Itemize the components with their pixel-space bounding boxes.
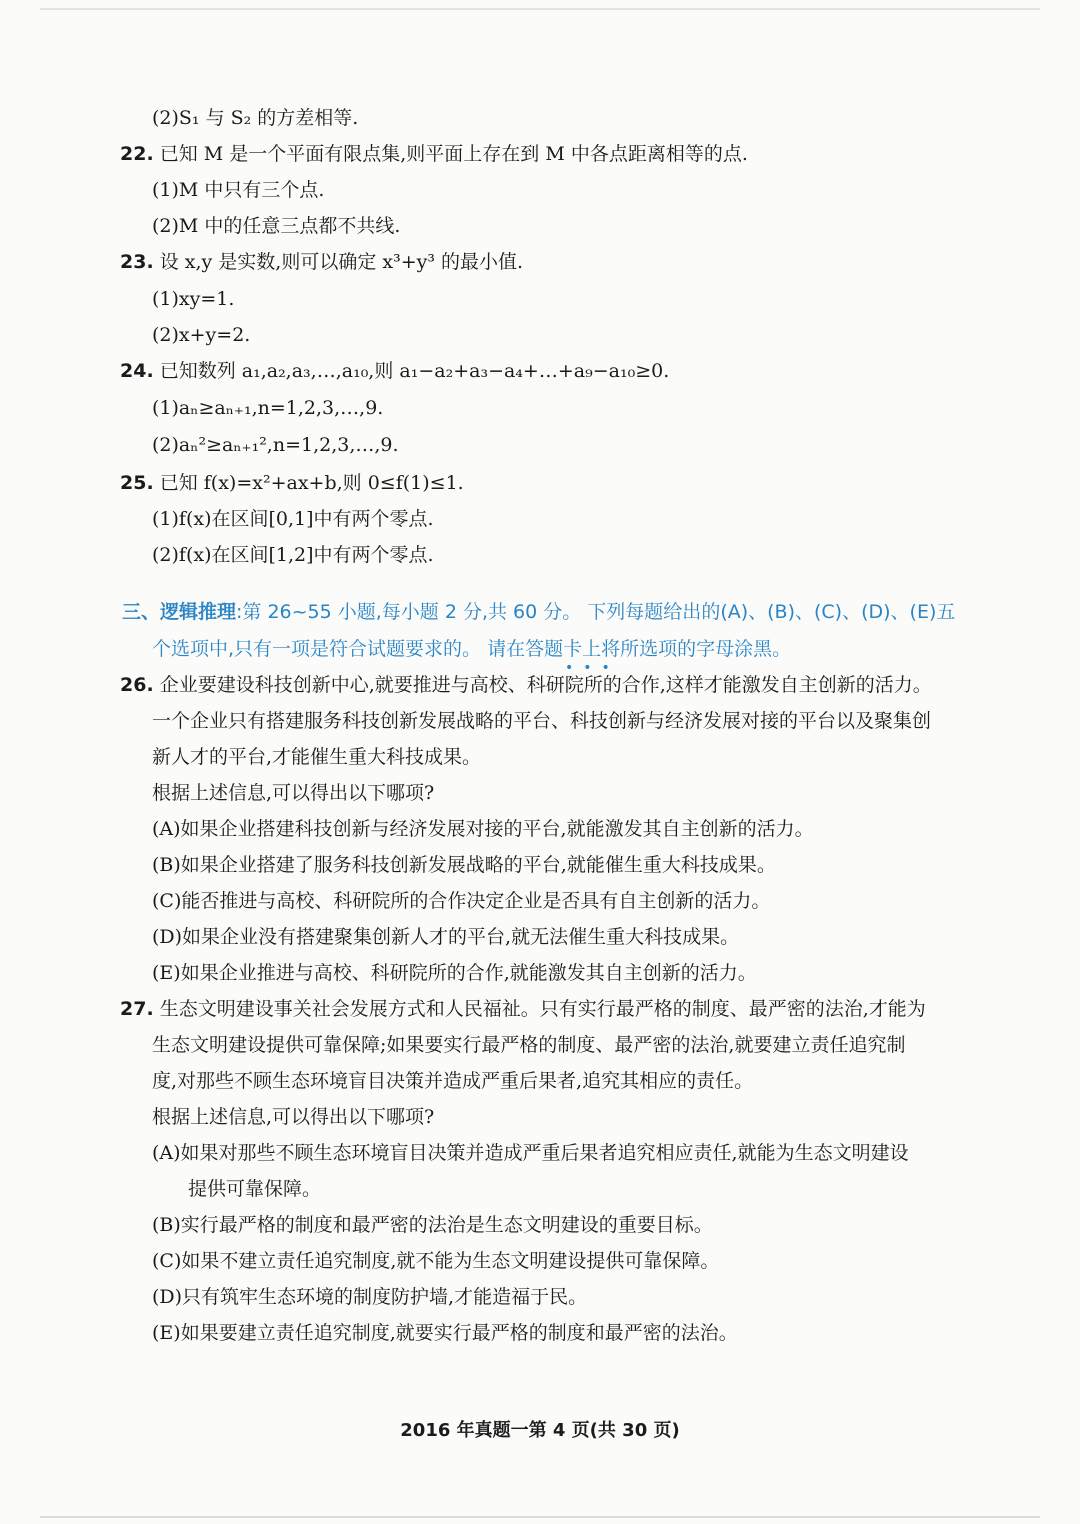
q27-option-b: (B)实行最严格的制度和最严密的法治是生态文明建设的重要目标。 [152,1214,713,1236]
q27-stem-2: 生态文明建设提供可靠保障;如果要实行最严格的制度、最严密的法治,就要建立责任追究制 [152,1034,906,1056]
q27-option-d: (D)只有筑牢生态环境的制度防护墙,才能造福于民。 [152,1286,588,1308]
q25-stem [120,471,464,495]
q23-stem [120,250,523,274]
q25-text: 已知 f(x)=x²+ax+b,则 0≤f(1)≤1. [159,472,464,494]
q26-option-b: (B)如果企业搭建了服务科技创新发展战略的平台,就能催生重大科技成果。 [152,854,776,876]
q22-option-1: (1)M 中只有三个点. [152,179,325,201]
page-footer: 2016 年真题一第 4 页(共 30 页) [400,1420,680,1441]
q27-question: 根据上述信息,可以得出以下哪项? [152,1106,435,1128]
q26-number: 26. [120,674,154,696]
q27-option-a-line-2: 提供可靠保障。 [188,1178,322,1200]
q27-number: 27. [120,998,154,1020]
q26-stem-1 [120,673,932,697]
q26-option-c: (C)能否推进与高校、科研院所的合作决定企业是否具有自主创新的活力。 [152,890,771,912]
q22-number: 22. [120,143,154,165]
q26-stem-2: 一个企业只有搭建服务科技创新发展战略的平台、科技创新与经济发展对接的平台以及聚集创 [152,710,932,732]
bottom-edge-line [40,1516,1040,1518]
q22-text: 已知 M 是一个平面有限点集,则平面上存在到 M 中各点距离相等的点. [159,143,748,165]
q27-option-c: (C)如果不建立责任追究制度,就不能为生态文明建设提供可靠保障。 [152,1250,720,1272]
section-3-instructions-1: :第 26~55 小题,每小题 2 分,共 60 分。 下列每题给出的(A)、(B)、(C)、(D)、(E)五 [236,601,956,623]
q23-option-2: (2)x+y=2. [152,324,251,346]
q26-option-a: (A)如果企业搭建科技创新与经济发展对接的平台,就能激发其自主创新的活力。 [152,818,814,840]
q24-option-1: (1)aₙ≥aₙ₊₁,n=1,2,3,…,9. [152,397,384,419]
q25-number: 25. [120,472,154,494]
q27-stem-1 [120,997,926,1021]
q27-stem-3: 度,对那些不顾生态环境盲目决策并造成严重后果者,追究其相应的责任。 [152,1070,754,1092]
q26-option-d: (D)如果企业没有搭建聚集创新人才的平台,就无法催生重大科技成果。 [152,926,740,948]
q25-option-2: (2)f(x)在区间[1,2]中有两个零点. [152,544,434,566]
top-edge-line [40,8,1040,10]
q26-stem-3: 新人才的平台,才能催生重大科技成果。 [152,746,482,768]
q26-text-1: 企业要建设科技创新中心,就要推进与高校、科研院所的合作,这样才能激发自主创新的活力。 [159,674,932,696]
section-3-header-line-1 [122,600,955,624]
q27-option-e: (E)如果要建立责任追究制度,就要实行最严格的制度和最严密的法治。 [152,1322,738,1344]
q24-text: 已知数列 a₁,a₂,a₃,…,a₁₀,则 a₁−a₂+a₃−a₄+…+a₉−a₁₀≥0. [159,360,670,382]
q27-text-1: 生态文明建设事关社会发展方式和人民福祉。只有实行最严格的制度、最严密的法治,才能为 [159,998,926,1020]
q24-option-2: (2)aₙ²≥aₙ₊₁²,n=1,2,3,…,9. [152,434,399,456]
q27-option-a-line-1: (A)如果对那些不顾生态环境盲目决策并造成严重后果者追究相应责任,就能为生态文明建设 [152,1142,909,1164]
q25-option-1: (1)f(x)在区间[0,1]中有两个零点. [152,508,434,530]
section-3-instructions-2: 个选项中,只有一项是符合试题要求的。 请在答题卡上将所选项的字母涂黑。 [152,638,792,660]
q24-number: 24. [120,360,154,382]
q21-option-2: (2)S₁ 与 S₂ 的方差相等. [152,107,359,129]
q22-option-2: (2)M 中的任意三点都不共线. [152,215,401,237]
q23-number: 23. [120,251,154,273]
q26-question: 根据上述信息,可以得出以下哪项? [152,782,435,804]
section-3-title: 三、逻辑推理 [122,601,237,623]
q22-stem [120,142,748,166]
emphasis-dots: ••• [565,660,620,676]
q26-option-e: (E)如果企业推进与高校、科研院所的合作,就能激发其自主创新的活力。 [152,962,757,984]
q24-stem [120,359,669,383]
q23-option-1: (1)xy=1. [152,288,235,310]
q23-text: 设 x,y 是实数,则可以确定 x³+y³ 的最小值. [159,251,524,273]
